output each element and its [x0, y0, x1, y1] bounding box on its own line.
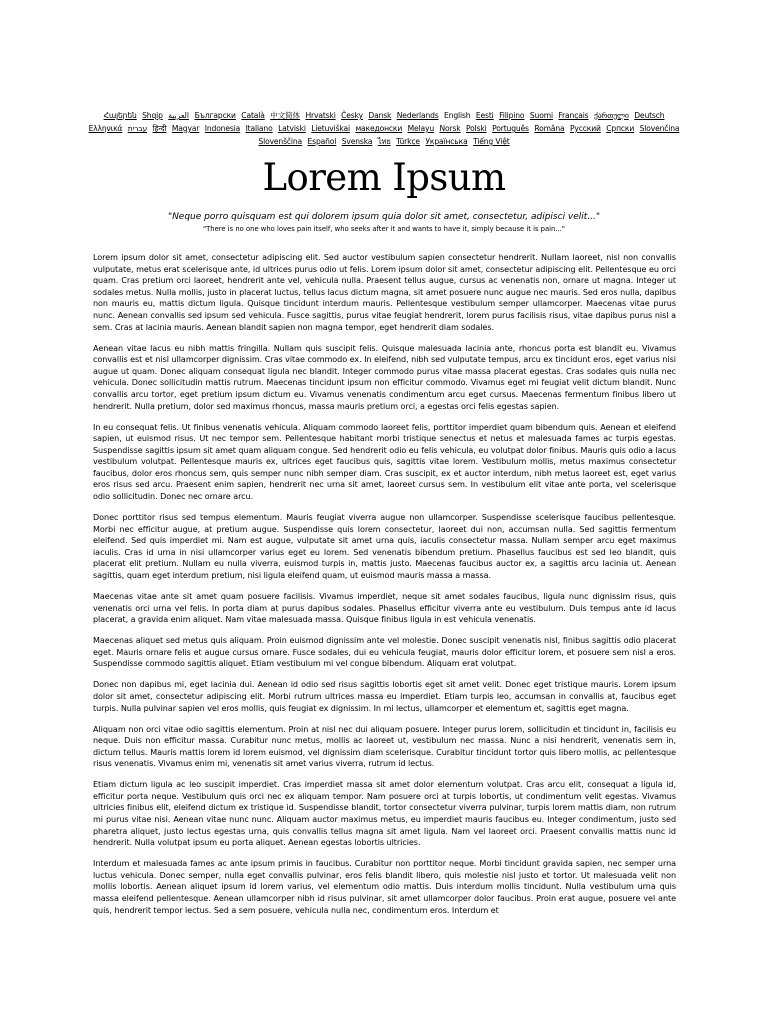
language-current: English: [444, 111, 471, 120]
paragraph: Maecenas vitae ante sit amet quam posuere facilisis. Vivamus imperdiet, neque sit amet sodales faucibus, ligula nunc dignissim risus, quis venenatis orci urna vel felis. In porta diam at purus dapibus sodales. Phasellus efficitur viverra ante eu vestibulum. Duis tempus ante id lacus placerat, a gravida enim aliquet. Nam vitae malesuada massa. Quisque finibus ligula in est vehicula venenatis.: [93, 592, 676, 625]
language-link[interactable]: Українська: [425, 137, 468, 146]
language-link[interactable]: Lietuviškai: [311, 124, 350, 133]
language-link[interactable]: ქართული: [593, 111, 629, 120]
language-link[interactable]: العربية: [168, 111, 189, 120]
language-link[interactable]: Česky: [341, 111, 363, 120]
language-link[interactable]: Româna: [534, 124, 565, 133]
language-link[interactable]: Slovenščina: [258, 137, 303, 146]
language-link[interactable]: Indonesia: [204, 124, 241, 133]
language-link[interactable]: Pyccкий: [569, 124, 601, 133]
language-link[interactable]: Հայերեն: [103, 111, 137, 120]
language-link[interactable]: Hrvatski: [305, 111, 336, 120]
language-link[interactable]: हिन्दी: [152, 124, 167, 133]
language-link[interactable]: Svenska: [341, 137, 373, 146]
english-quote: "There is no one who loves pain itself, who seeks after it and wants to have it, simply because it is pain...": [203, 225, 565, 233]
language-link[interactable]: Français: [558, 111, 589, 120]
language-link[interactable]: Català: [241, 111, 265, 120]
language-link[interactable]: Slovenčina: [639, 124, 680, 133]
language-link[interactable]: Latviski: [278, 124, 306, 133]
language-link[interactable]: Suomi: [529, 111, 553, 120]
latin-quote: "Neque porro quisquam est qui dolorem ipsum quia dolor sit amet, consectetur, adipisci velit...": [167, 212, 601, 222]
language-link[interactable]: Shqip: [142, 111, 163, 120]
paragraph: Etiam dictum ligula ac leo suscipit imperdiet. Cras imperdiet massa sit amet dolor elementum volutpat. Cras arcu elit, consequat a ligula id, efficitur porta neque. Vestibulum quis orci nec ex aliquam tempor. Nam posuere orci at turpis lobortis, ut condimentum velit egestas. Vivamus ultricies finibus elit, eleifend dictum ex tristique id. Suspendisse blandit, tortor consectetur viverra pulvinar, turpis lorem mattis diam, non rutrum mi purus vitae nisi. Aenean vitae nunc nunc. Aliquam auctor maximus metus, eu imperdiet mauris faucibus eu. Integer condimentum, justo sed pharetra aliquet, justo lectus egestas urna, quis convallis tellus magna sit amet ligula. Nam vel laoreet orci. Praesent convallis mattis nunc id hendrerit. Nulla volutpat ipsum eu porta aliquet. Aenean egestas lobortis ultricies.: [93, 780, 676, 848]
language-link[interactable]: Ελληνικά: [88, 124, 123, 133]
language-link[interactable]: 中文简体: [270, 111, 300, 120]
language-link[interactable]: עברית: [127, 124, 148, 133]
paragraph: Lorem ipsum dolor sit amet, consectetur adipiscing elit. Sed auctor vestibulum sapien consectetur hendrerit. Nullam laoreet, nisl non convallis vulputate, metus erat scelerisque ante, id ultrices purus odio ut felis. Lorem ipsum dolor sit amet, consectetur adipiscing elit. Pellentesque eu orci quam. Cras pretium orci laoreet, hendrerit ante vel, vehicula nulla. Praesent tellus augue, cursus ac venenatis non, ornare ut magna. Integer ut sodales metus. Nulla mollis, justo in placerat luctus, tellus lacus dictum magna, sit amet posuere nunc augue nec mauris. Sed eros nulla, dapibus non mauris eu, mattis dictum ligula. Quisque tincidunt interdum mauris. Pellentesque vestibulum semper ullamcorper. Maecenas vitae purus nunc. Aenean convallis sed ipsum sed vehicula. Fusce sagittis, purus vitae feugiat hendrerit, lorem purus facilisis risus, vitae dapibus purus nisl a sem. Cras at lacinia mauris. Aenean blandit sapien non magna tempor, eget hendrerit diam sodales.: [93, 253, 676, 332]
paragraph: Interdum et malesuada fames ac ante ipsum primis in faucibus. Curabitur non porttitor neque. Morbi tincidunt gravida sapien, nec semper urna luctus vehicula. Donec semper, nulla eget convallis pulvinar, eros felis blandit libero, quis molestie nisl justo et tortor. Ut malesuada velit non mollis lobortis. Aenean aliquet ipsum id lorem varius, vel elementum odio mattis. Duis interdum mollis tincidunt. Nulla vestibulum urna quis massa eleifend pellentesque. Aenean ullamcorper nibh id risus pulvinar, sit amet ullamcorper dolor faucibus. Proin erat augue, posuere vel ante quis, hendrerit tempor lectus. Sed a sem posuere, vehicula nulla nec, condimentum eros. Interdum et: [93, 859, 676, 915]
language-link[interactable]: Filipino: [499, 111, 525, 120]
language-link[interactable]: Türkçe: [396, 137, 420, 146]
paragraph: Donec porttitor risus sed tempus elementum. Mauris feugiat viverra augue non ullamcorper. Suspendisse scelerisque faucibus pellentesque. Morbi nec efficitur augue, at pretium augue. Suspendisse quis lorem consectetur, laoreet dui non, accumsan nulla. Sed sagittis fermentum eleifend. Sed quis imperdiet mi. Nam est augue, vulputate sit amet urna quis, iaculis consectetur massa. Nullam semper arcu eget maximus iaculis. Cras id urna in nisi ullamcorper varius eget eu lorem. Sed venenatis bibendum pretium. Phasellus faucibus est sed leo blandit, quis placerat elit pretium. Nullam eu nulla viverra, euismod turpis in, mattis justo. Maecenas faucibus auctor ex, a sagittis arcu lacinia ut. Aenean sagittis, quam eget interdum pretium, nisi ligula eleifend quam, ut euismod mauris massa a massa.: [93, 513, 676, 581]
language-link[interactable]: Español: [307, 137, 337, 146]
language-link[interactable]: Italiano: [245, 124, 273, 133]
language-link[interactable]: Nederlands: [396, 111, 439, 120]
language-link[interactable]: Български: [194, 111, 236, 120]
language-link[interactable]: ไทย: [377, 137, 391, 146]
lorem-ipsum-text: [93, 252, 676, 926]
language-link[interactable]: Tiếng Việt: [473, 137, 510, 146]
language-link[interactable]: Српски: [606, 124, 635, 133]
paragraph: Maecenas aliquet sed metus quis aliquam. Proin euismod dignissim ante vel molestie. Donec suscipit venenatis nisl, finibus sagittis odio placerat eget. Mauris ornare felis et augue cursus ornare. Fusce sodales, dui eu vehicula feugiat, mauris dolor efficitur lorem, et posuere sem nisl a eros. Suspendisse commodo sagittis aliquet. Etiam vestibulum mi vel congue bibendum. Aliquam erat volutpat.: [93, 636, 676, 669]
language-link[interactable]: Magyar: [171, 124, 200, 133]
language-link[interactable]: Norsk: [439, 124, 461, 133]
page-title: Lorem Ipsum: [262, 156, 506, 199]
language-link[interactable]: Eesti: [475, 111, 494, 120]
language-link[interactable]: Português: [492, 124, 529, 133]
paragraph: Aliquam non orci vitae odio sagittis elementum. Proin at nisl nec dui aliquam posuere. Integer purus lorem, sollicitudin et tincidunt in, facilisis eu neque. Duis non efficitur massa. Curabitur nunc metus, mollis ac laoreet ut, vestibulum nec massa. Nunc a nisi hendrerit, venenatis sem in, dictum tellus. Mauris mattis lorem id lorem euismod, vel dignissim diam scelerisque. Curabitur tincidunt tortor quis libero mollis, ac pellentesque risus venenatis. Vivamus enim mi, venenatis sit amet varius viverra, rutrum id lectus.: [93, 724, 676, 769]
language-link[interactable]: Deutsch: [634, 111, 665, 120]
language-link[interactable]: Polski: [465, 124, 487, 133]
language-link[interactable]: Melayu: [407, 124, 435, 133]
paragraph: Aenean vitae lacus eu nibh mattis fringilla. Nullam quis suscipit felis. Quisque malesuada lacinia ante, rhoncus porta est blandit eu. Vivamus convallis est et nisl ullamcorper dignissim. Cras vitae commodo ex. In eleifend, nibh sed vulputate tempus, arcu ex tincidunt eros, eget varius nisi augue ut quam. Donec aliquam consequat ligula nec blandit. Integer commodo purus vitae massa placerat egestas. Cras sodales quis nulla nec vehicula. Donec sollicitudin mattis rutrum. Maecenas tincidunt ipsum non efficitur commodo. Vivamus eget mi feugiat velit dictum blandit. Nunc convallis arcu tortor, eget pretium ipsum dictum eu. Vivamus venenatis condimentum arcu eget cursus. Maecenas fermentum finibus libero ut hendrerit. Nulla pretium, dolor sed maximus rhoncus, massa mauris pretium orci, a egestas orci felis egestas sapien.: [93, 343, 676, 411]
paragraph: In eu consequat felis. Ut finibus venenatis vehicula. Aliquam commodo laoreet felis, porttitor imperdiet quam bibendum quis. Aenean et eleifend sapien, ut euismod risus. Ut nec tempor sem. Pellentesque habitant morbi tristique senectus et netus et malesuada fames ac turpis egestas. Suspendisse sagittis ipsum sit amet quam aliquam congue. Sed hendrerit odio eu felis vehicula, eu volutpat dolor finibus. Mauris quis odio a lacus vestibulum volutpat. Pellentesque mauris ex, ultrices eget faucibus quis, sagittis vitae lorem. Vestibulum mollis, metus maximus consectetur faucibus, dolor eros rhoncus sem, quis semper nunc nibh semper diam. Cras suscipit, ex et auctor interdum, nibh metus laoreet est, eget varius eros risus sed arcu. Praesent enim sapien, hendrerit nec urna sit amet, laoreet cursus sem. In vestibulum elit vitae ante porta, vel scelerisque odio sollicitudin. Donec nec ornare arcu.: [93, 422, 676, 502]
language-link[interactable]: македонски: [355, 124, 403, 133]
language-selector: [84, 109, 684, 148]
paragraph: Donec non dapibus mi, eget lacinia dui. Aenean id odio sed risus sagittis lobortis eget sit amet velit. Donec eget tristique mauris. Lorem ipsum dolor sit amet, consectetur adipiscing elit. Morbi rutrum ultrices massa eu imperdiet. Etiam turpis leo, accumsan in convallis at, faucibus eget turpis. Nulla pulvinar sapien vel eros mollis, quis feugiat ex dignissim. In mi lectus, ullamcorper et elementum et, sagittis eget magna.: [93, 680, 676, 713]
language-link[interactable]: Dansk: [368, 111, 392, 120]
